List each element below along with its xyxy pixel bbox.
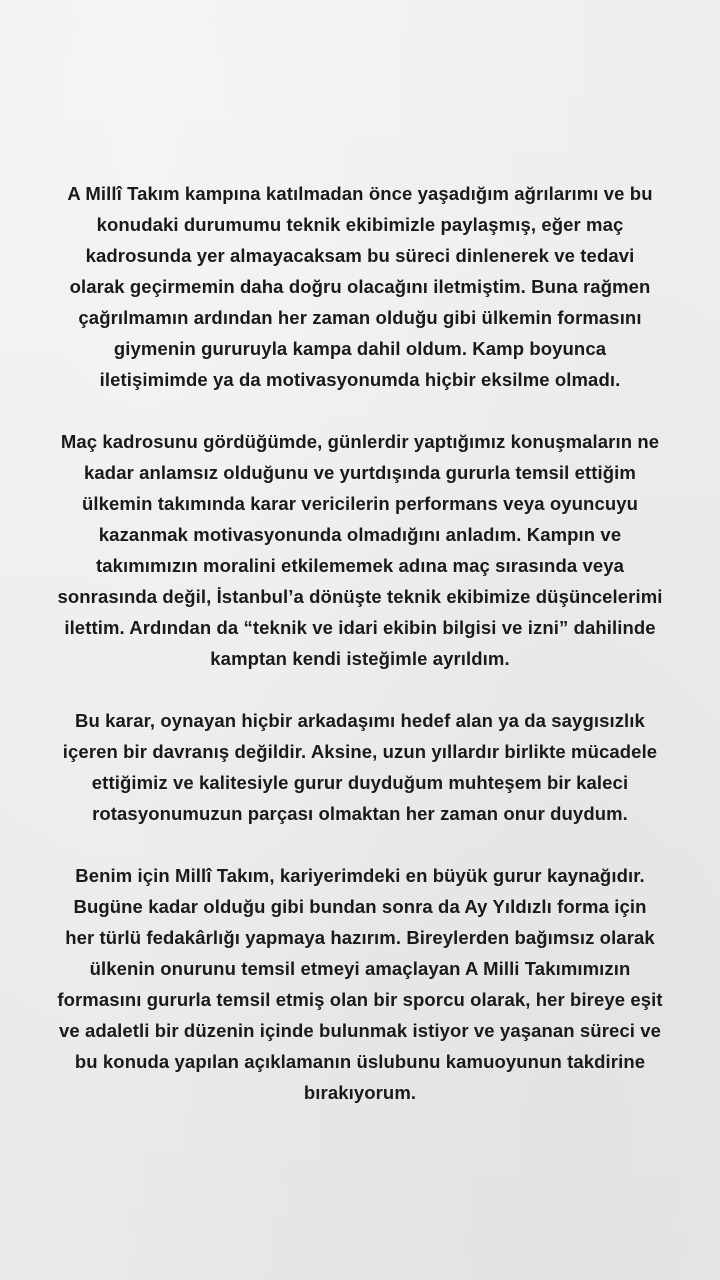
- text-line: A Millî Takım kampına katılmadan önce yaşadığım ağrılarımı ve bu: [67, 183, 653, 204]
- text-line: olarak geçirmemin daha doğru olacağını iletmiştim. Buna rağmen: [69, 276, 651, 297]
- statement-text: [30, 178, 690, 1139]
- paragraph-3: [30, 705, 690, 829]
- text-line: sonrasında değil, İstanbul’a dönüşte teknik ekibimize düşüncelerimi: [57, 586, 663, 607]
- text-line: konudaki durumumu teknik ekibimizle paylaşmış, eğer maç: [96, 214, 624, 235]
- text-line: rotasyonumuzun parçası olmaktan her zaman onur duydum.: [92, 803, 628, 824]
- text-line: ettiğimiz ve kalitesiyle gurur duyduğum muhteşem bir kaleci: [91, 772, 629, 793]
- text-line: kadar anlamsız olduğunu ve yurtdışında gururla temsil ettiğim: [84, 462, 636, 483]
- text-line: ilettim. Ardından da “teknik ve idari ekibin bilgisi ve izni” dahilinde: [64, 617, 656, 638]
- text-line: bırakıyorum.: [303, 1082, 417, 1103]
- text-line: kazanmak motivasyonunda olmadığını anladım. Kampın ve: [98, 524, 622, 545]
- text-line: Bu karar, oynayan hiçbir arkadaşımı hedef alan ya da saygısızlık: [75, 710, 645, 731]
- text-line: kadrosunda yer almayacaksam bu süreci dinlenerek ve tedavi: [85, 245, 635, 266]
- paragraph-1: [30, 178, 690, 395]
- paragraph-2: [30, 426, 690, 674]
- text-line: ve adaletli bir düzenin içinde bulunmak istiyor ve yaşanan süreci ve: [58, 1020, 662, 1041]
- text-line: kamptan kendi isteğimle ayrıldım.: [210, 648, 510, 669]
- text-line: ülkemin takımında karar vericilerin performans veya oyuncuyu: [81, 493, 639, 514]
- text-line: içeren bir davranış değildir. Aksine, uzun yıllardır birlikte mücadele: [62, 741, 658, 762]
- text-line: giymenin gururuyla kampa dahil oldum. Kamp boyunca: [113, 338, 607, 359]
- text-line: her türlü fedakârlığı yapmaya hazırım. Bireylerden bağımsız olarak: [65, 927, 655, 948]
- text-line: Bugüne kadar olduğu gibi bundan sonra da Ay Yıldızlı forma için: [73, 896, 647, 917]
- text-line: formasını gururla temsil etmiş olan bir sporcu olarak, her bireye eşit: [57, 989, 663, 1010]
- text-line: takımımızın moralini etkilememek adına maç sırasında veya: [95, 555, 625, 576]
- text-line: çağrılmamın ardından her zaman olduğu gibi ülkemin formasını: [78, 307, 642, 328]
- text-line: Maç kadrosunu gördüğümde, günlerdir yaptığımız konuşmaların ne: [60, 431, 660, 452]
- text-line: ülkenin onurunu temsil etmeyi amaçlayan A Milli Takımımızın: [89, 958, 631, 979]
- text-line: iletişimimde ya da motivasyonumda hiçbir eksilme olmadı.: [99, 369, 621, 390]
- paragraph-4: [30, 860, 690, 1108]
- text-line: Benim için Millî Takım, kariyerimdeki en büyük gurur kaynağıdır.: [75, 865, 645, 886]
- text-line: bu konuda yapılan açıklamanın üslubunu kamuoyunun takdirine: [74, 1051, 646, 1072]
